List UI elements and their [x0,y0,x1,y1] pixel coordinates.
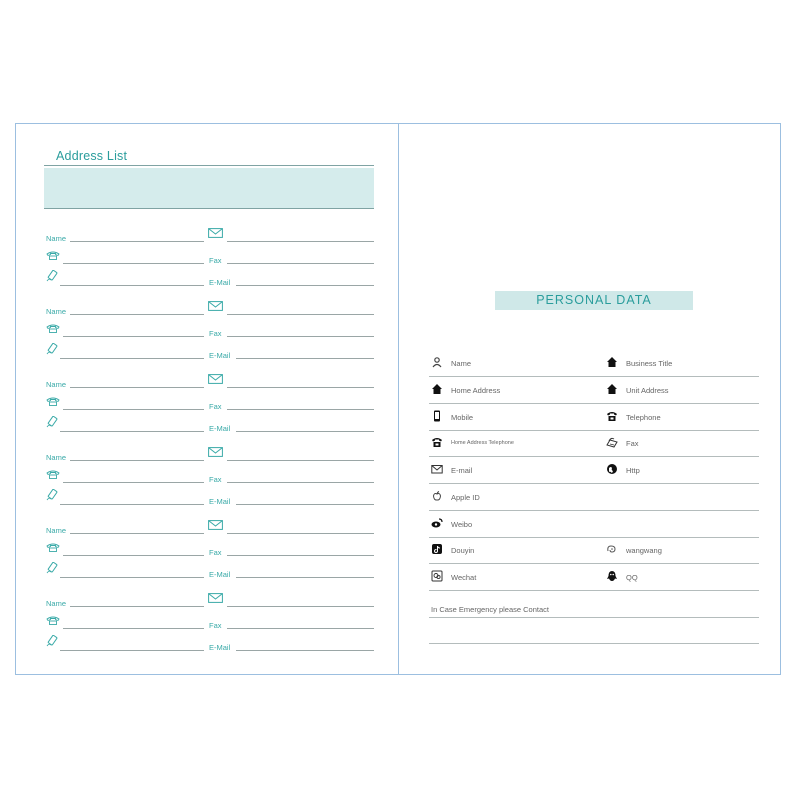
name-underline [70,241,204,242]
email-underline [236,431,374,432]
name-label: Name [46,379,67,389]
entry-row-name [44,520,374,536]
pd-row-apple [429,484,759,511]
fax-underline [227,482,374,483]
fax-underline [227,628,374,629]
phone-icon [46,247,60,265]
header-box-divider [44,208,374,209]
home-address-telephone-label: Home Address Telephone [451,439,514,446]
phone-icon [46,539,60,557]
fax-underline [227,336,374,337]
address-list-page [15,123,399,675]
fax-underline [227,409,374,410]
address-entry [44,593,374,657]
mobile-icon [46,561,58,579]
mobile-underline [60,431,204,432]
mobile-icon [431,410,443,422]
person-icon [431,356,443,368]
email-underline [236,577,374,578]
mobile-line[interactable] [44,345,204,361]
phone-line[interactable] [44,396,204,412]
name-line[interactable] [44,374,204,390]
pd-row-name [429,350,759,377]
email-line[interactable] [207,491,374,507]
name-underline [70,460,204,461]
phone-underline [63,263,204,264]
entry-row-email [44,345,374,361]
fax-underline [227,263,374,264]
pd-row-douyin [429,537,759,564]
name-label: Name [451,358,472,368]
email-line[interactable] [207,272,374,288]
name-label: Name [46,598,67,608]
email-line[interactable] [207,637,374,653]
entry-row-name [44,228,374,244]
wechat-icon [431,570,443,582]
phone-underline [63,336,204,337]
mobile-icon [46,488,58,506]
fax-label: Fax [209,401,222,411]
name-line[interactable] [44,228,204,244]
fax-line[interactable] [207,542,374,558]
name-label: Name [46,306,67,316]
email-underline [236,504,374,505]
address-line[interactable] [207,593,374,609]
email-line[interactable] [207,564,374,580]
phone-underline [63,482,204,483]
telephone-icon [606,410,618,422]
address-underline [227,387,374,388]
telephone-icon [431,436,443,448]
fax-line[interactable] [207,396,374,412]
email-label: E-mail [451,465,473,475]
entry-row-fax [44,323,374,339]
fax-underline [227,555,374,556]
house-icon [606,383,618,395]
address-underline [227,460,374,461]
email-underline [236,650,374,651]
name-line[interactable] [44,520,204,536]
mobile-line[interactable] [44,564,204,580]
email-label: E-Mail [209,423,231,433]
douyin-icon [431,543,443,555]
name-line[interactable] [44,301,204,317]
entry-row-fax [44,396,374,412]
address-line[interactable] [207,447,374,463]
entry-row-email [44,491,374,507]
envelope-icon [208,444,223,462]
weibo-icon [431,517,443,529]
entry-row-email [44,272,374,288]
title-divider [44,165,374,166]
phone-line[interactable] [44,542,204,558]
entry-row-name [44,301,374,317]
fax-line[interactable] [207,323,374,339]
envelope-icon [208,225,223,243]
phone-line[interactable] [44,323,204,339]
wechat-label: Wechat [451,572,477,582]
address-underline [227,606,374,607]
email-label: E-Mail [209,350,231,360]
mobile-label: Mobile [451,412,474,422]
address-underline [227,533,374,534]
email-underline [236,285,374,286]
mobile-underline [60,285,204,286]
name-label: Name [46,233,67,243]
envelope-icon [208,298,223,316]
pd-row-phone [429,404,759,431]
address-entry [44,228,374,292]
house-icon [431,383,443,395]
address-line[interactable] [207,374,374,390]
unit-address-label: Unit Address [626,385,669,395]
name-underline [70,606,204,607]
mobile-line[interactable] [44,418,204,434]
entry-row-name [44,593,374,609]
address-line[interactable] [207,520,374,536]
pd-row-emergency[interactable] [429,591,759,618]
mobile-line[interactable] [44,491,204,507]
phone-icon [46,320,60,338]
fax-icon [606,436,618,448]
qq-label: QQ [626,572,638,582]
personal-data-page [398,123,781,675]
entry-row-fax [44,250,374,266]
mobile-icon [46,269,58,287]
phone-underline [63,409,204,410]
entry-row-email [44,418,374,434]
mobile-line[interactable] [44,272,204,288]
address-entry [44,447,374,511]
mobile-underline [60,577,204,578]
business-title-label: Business Title [626,358,673,368]
fax-label: Fax [209,328,222,338]
phone-icon [46,612,60,630]
envelope-icon [208,517,223,535]
email-label: E-Mail [209,496,231,506]
name-line[interactable] [44,593,204,609]
home-address-label: Home Address [451,385,501,395]
pd-row-emergency-line[interactable] [429,617,759,644]
apple-id-label: Apple ID [451,492,480,502]
envelope-icon [208,371,223,389]
fax-label: Fax [626,438,639,448]
mobile-underline [60,358,204,359]
pd-row-email [429,457,759,484]
envelope-icon [208,590,223,608]
entry-row-name [44,447,374,463]
mobile-underline [60,650,204,651]
email-line[interactable] [207,345,374,361]
address-list-title: Address List [56,149,128,163]
house-icon [606,356,618,368]
name-line[interactable] [44,447,204,463]
address-list-header-box [44,168,374,208]
entry-row-name [44,374,374,390]
fax-line[interactable] [207,469,374,485]
phone-icon [46,393,60,411]
mobile-line[interactable] [44,637,204,653]
apple-icon [431,490,443,502]
emergency-contact-label: In Case Emergency please Contact [431,605,549,614]
fax-label: Fax [209,547,222,557]
address-line[interactable] [207,301,374,317]
email-line[interactable] [207,418,374,434]
globe-icon [606,463,618,475]
address-underline [227,314,374,315]
entry-row-email [44,564,374,580]
wangwang-icon [606,543,618,555]
entry-row-fax [44,615,374,631]
pd-row-home-tel [429,430,759,457]
address-entry [44,301,374,365]
address-line[interactable] [207,228,374,244]
phone-line[interactable] [44,250,204,266]
phone-underline [63,628,204,629]
weibo-label: Weibo [451,519,473,529]
mobile-icon [46,342,58,360]
address-entry [44,374,374,438]
pd-row-weibo [429,511,759,538]
telephone-label: Telephone [626,412,661,422]
pd-row-wechat [429,564,759,591]
email-label: E-Mail [209,569,231,579]
name-underline [70,387,204,388]
phone-underline [63,555,204,556]
mobile-icon [46,415,58,433]
fax-label: Fax [209,474,222,484]
qq-icon [606,570,618,582]
pd-row-address [429,377,759,404]
entry-row-fax [44,469,374,485]
name-underline [70,533,204,534]
douyin-label: Douyin [451,545,475,555]
fax-line[interactable] [207,615,374,631]
address-underline [227,241,374,242]
personal-data-title: PERSONAL DATA [495,291,693,310]
phone-line[interactable] [44,615,204,631]
fax-label: Fax [209,255,222,265]
wangwang-label: wangwang [626,545,662,555]
name-underline [70,314,204,315]
mobile-underline [60,504,204,505]
fax-label: Fax [209,620,222,630]
entry-row-fax [44,542,374,558]
email-underline [236,358,374,359]
http-label: Http [626,465,640,475]
fax-line[interactable] [207,250,374,266]
name-label: Name [46,525,67,535]
mobile-icon [46,634,58,652]
phone-icon [46,466,60,484]
name-label: Name [46,452,67,462]
phone-line[interactable] [44,469,204,485]
envelope-icon [431,463,443,475]
address-entry [44,520,374,584]
email-label: E-Mail [209,642,231,652]
entry-row-email [44,637,374,653]
email-label: E-Mail [209,277,231,287]
